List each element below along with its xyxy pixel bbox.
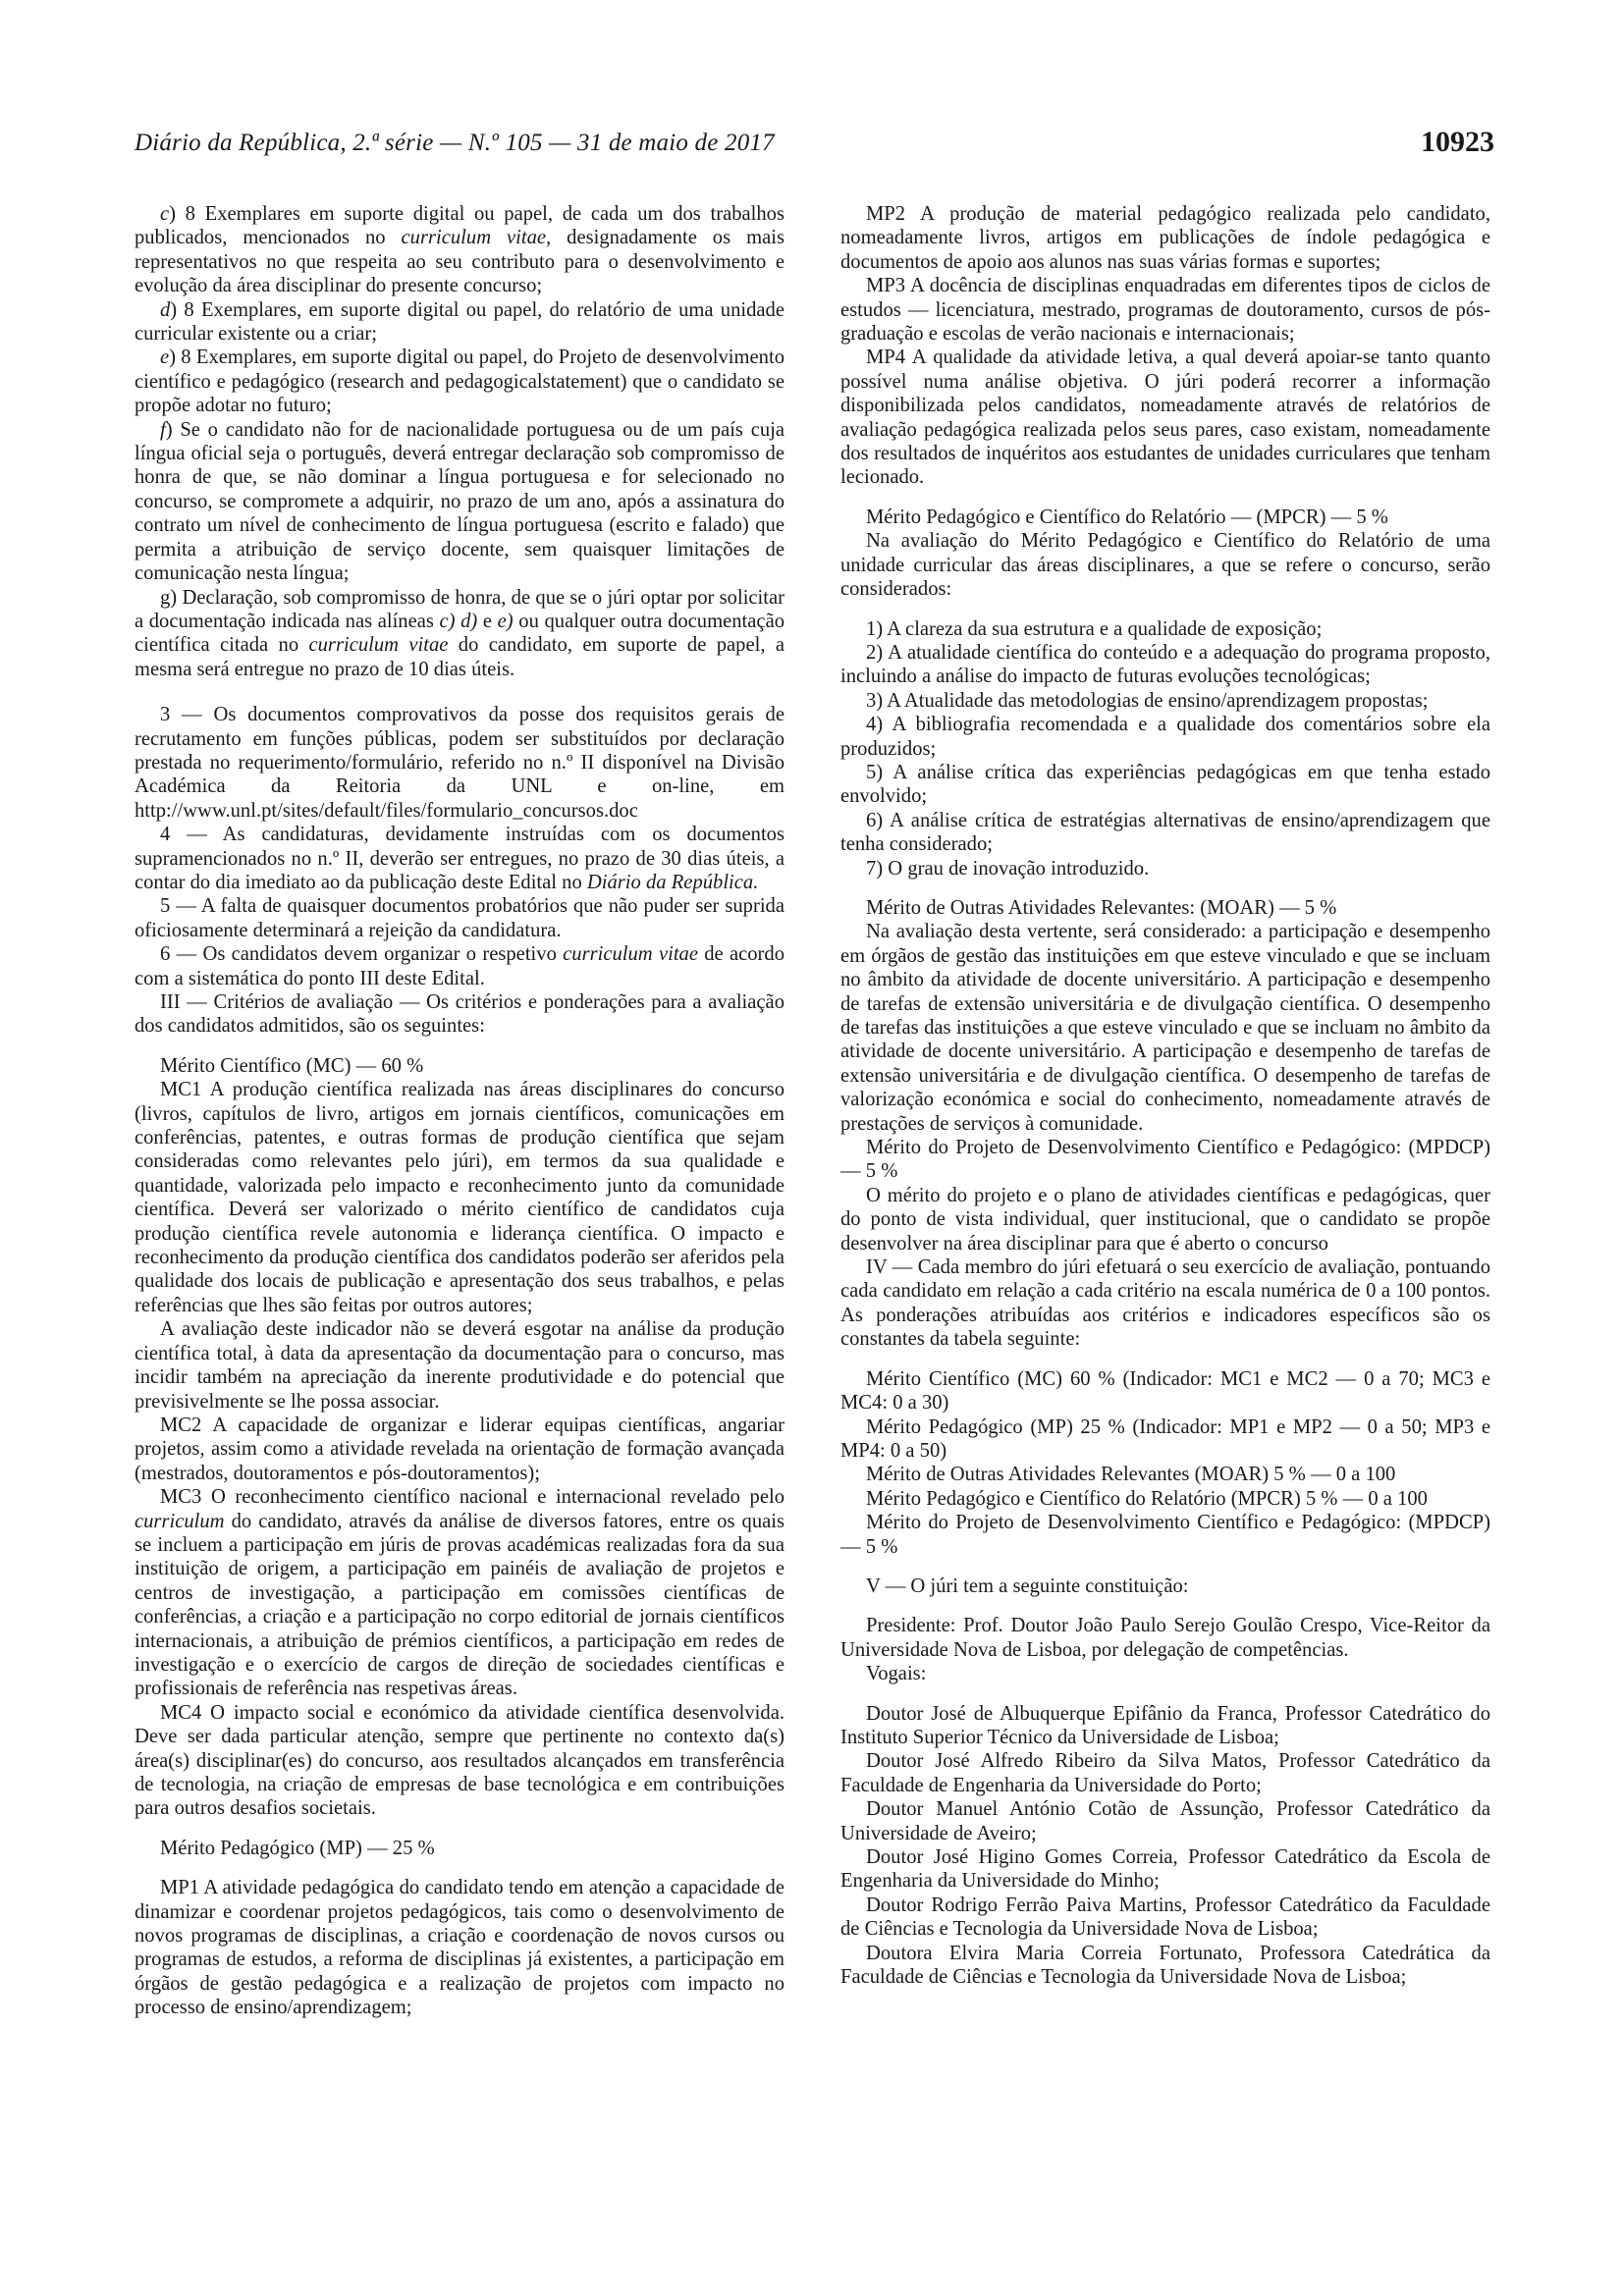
section-v: V — O júri tem a seguinte constituição: xyxy=(866,1575,1189,1597)
jury-member: Doutor José Alfredo Ribeiro da Silva Matos, Professor Catedrático da Faculdade de Engenharia da Universidade do Porto; xyxy=(840,1750,1490,1796)
mp-heading: Mérito Pedagógico (MP) — 25 % xyxy=(160,1837,435,1859)
item-e: e) 8 Exemplares, em suporte digital ou papel, do Projeto de desenvolvimento científico e pedagógico (research and pedagogicalstatement) que o candidato se propõe adotar no futuro; xyxy=(135,347,784,417)
mc1-continued: A avaliação deste indicador não se deverá esgotar na análise da produção científica total, à data da apresentação da documentação para o concurso, mas incidir também na apreciação da inerente produtividade e do potencial que previsivelmente se lhe possa associar. xyxy=(135,1318,784,1413)
mpcr-item-7: 7) O grau de inovação introduzido. xyxy=(866,857,1150,880)
item-g: g) Declaração, sob compromisso de honra, de que se o júri optar por solicitar a documentação indicada nas alíneas c) d) e e) ou qualquer outra documentação científica citada no curriculum vitae do candidato, em suporte de papel, a mesma será entregue no prazo de 10 dias úteis. xyxy=(135,586,785,680)
item-d: d) 8 Exemplares, em suporte digital ou papel, do relatório de uma unidade curricular existente ou a criar; xyxy=(135,298,784,346)
weight-moar: Mérito de Outras Atividades Relevantes (MOAR) 5 % — 0 a 100 xyxy=(866,1464,1396,1486)
paragraph-6: 6 — Os candidatos devem organizar o respetivo curriculum vitae de acordo com a sistemática do ponto III deste Edital. xyxy=(135,943,785,989)
mp1: MP1 A atividade pedagógica do candidato tendo em atenção a capacidade de dinamizar e coordenar projetos pedagógicos, tais como o desenvolvimento de novos programas de disciplinas, a criação e coordenação de novos cursos ou programas de estudos, a reforma de disciplinas já existentes, a participação em órgãos de gestão pedagógica e a realização de projetos com impacto no processo de ensino/aprendizagem; xyxy=(135,1877,784,2019)
paragraph-4: 4 — As candidaturas, devidamente instruídas com os documentos supramencionados no n.º II, deverão ser entregues, no prazo de 30 dias úteis, a contar do dia imediato ao da publicação deste Edital no Diário da República. xyxy=(135,824,784,893)
jury-president: Presidente: Prof. Doutor João Paulo Serejo Goulão Crespo, Vice-Reitor da Universidade Nova de Lisboa, por delegação de competências. xyxy=(840,1615,1490,1661)
page-number: 10923 xyxy=(1421,126,1494,158)
item-f: f) Se o candidato não for de nacionalidade portuguesa ou de um país cuja língua oficial seja o português, deverá entregar declaração sob compromisso de honra de que, se não dominar a língua portuguesa e for selecionado no concurso, se compromete a adquirir, no prazo de um ano, após a assinatura do contrato um nível de conhecimento de língua portuguesa (escrito e falado) que permita a atribuição de serviço docente, sem quaisquer limitações de comunicação nesta língua; xyxy=(135,418,784,585)
mpcr-item-5: 5) A análise crítica das experiências pedagógicas em que tenha estado envolvido; xyxy=(840,761,1490,808)
section-iii: III — Critérios de avaliação — Os critérios e ponderações para a avaliação dos candidatos admitidos, são os seguintes: xyxy=(135,991,784,1038)
weight-mpdcp: Mérito do Projeto de Desenvolvimento Científico e Pedagógico: (MPDCP) — 5 % xyxy=(840,1512,1490,1558)
weight-mc: Mérito Científico (MC) 60 % (Indicador: MC1 e MC2 — 0 a 70; MC3 e MC4: 0 a 30) xyxy=(840,1367,1490,1415)
left-column xyxy=(135,202,784,2020)
mp3: MP3 A docência de disciplinas enquadradas em diferentes tipos de ciclos de estudos — licenciatura, mestrado, programas de doutoramento, cursos de pós-graduação e escolas de verão nacionais e internacionais; xyxy=(840,275,1490,346)
jury-member: Doutor José de Albuquerque Epifânio da Franca, Professor Catedrático do Instituto Superior Técnico da Universidade de Lisboa; xyxy=(840,1702,1490,1748)
item-c: c) 8 Exemplares em suporte digital ou papel, de cada um dos trabalhos publicados, mencionados no curriculum vitae, designadamente os mais representativos no que respeita ao seu contributo para o desenvolvimento e evolução da área disciplinar do presente concurso; xyxy=(135,203,784,297)
moar-heading: Mérito de Outras Atividades Relevantes: (MOAR) — 5 % xyxy=(866,896,1337,919)
jury-member: Doutor Rodrigo Ferrão Paiva Martins, Professor Catedrático da Faculdade de Ciências e Tecnologia da Universidade Nova de Lisboa; xyxy=(840,1894,1490,1941)
paragraph-5: 5 — A falta de quaisquer documentos probatórios que não puder ser suprida oficiosamente determinará a rejeição da candidatura. xyxy=(135,895,784,941)
mc4: MC4 O impacto social e económico da atividade científica desenvolvida. Deve ser dada particular atenção, sempre que pertinente no contexto da(s) área(s) disciplinar(es) do concurso, aos resultados alcançados em transferência de tecnologia, na criação de empresas de base tecnológica e em contribuições para outros desafios societais. xyxy=(135,1701,784,1820)
mpcr-item-4: 4) A bibliografia recomendada e a qualidade dos comentários sobre ela produzidos; xyxy=(840,714,1490,760)
journal-title: Diário da República, 2.ª série — N.º 105 — 31 de maio de 2017 xyxy=(135,130,775,156)
mpdcp-text: O mérito do projeto e o plano de atividades científicas e pedagógicas, quer do ponto de vista individual, quer institucional, que o candidato se propõe desenvolver na área disciplinar para que é aberto o concurso xyxy=(840,1184,1490,1255)
mpcr-item-1: 1) A clareza da sua estrutura e a qualidade de exposição; xyxy=(866,617,1323,640)
right-column xyxy=(840,202,1490,1989)
weight-mpcr: Mérito Pedagógico e Científico do Relatório (MPCR) 5 % — 0 a 100 xyxy=(866,1487,1428,1510)
weight-mp: Mérito Pedagógico (MP) 25 % (Indicador: MP1 e MP2 — 0 a 50; MP3 e MP4: 0 a 50) xyxy=(840,1415,1490,1462)
mpcr-heading: Mérito Pedagógico e Científico do Relatório — (MPCR) — 5 % xyxy=(866,506,1388,528)
mpcr-item-3: 3) A Atualidade das metodologias de ensino/aprendizagem propostas; xyxy=(866,689,1429,712)
mc-heading: Mérito Científico (MC) — 60 % xyxy=(160,1054,424,1077)
mpdcp-heading: Mérito do Projeto de Desenvolvimento Científico e Pedagógico: (MPDCP) — 5 % xyxy=(840,1137,1490,1183)
mpcr-intro: Na avaliação do Mérito Pedagógico e Científico do Relatório de uma unidade curricular das áreas disciplinares, a que se refere o concurso, serão considerados: xyxy=(840,530,1490,601)
paragraph-3: 3 — Os documentos comprovativos da posse dos requisitos gerais de recrutamento em funções públicas, podem ser substituídos por declaração prestada no requerimento/formulário, referido no n.º II disponível na Divisão Académica da Reitoria da UNL e on-line, em http://www.unl.pt/sites/default/files/formulario_concursos.doc xyxy=(135,704,784,822)
jury-member: Doutor José Higino Gomes Correia, Professor Catedrático da Escola de Engenharia da Universidade do Minho; xyxy=(840,1846,1490,1893)
mc2: MC2 A capacidade de organizar e liderar equipas científicas, angariar projetos, assim como a atividade revelada na orientação de formação avançada (mestrados, doutoramentos e pós-doutoramentos); xyxy=(135,1414,784,1484)
section-iv: IV — Cada membro do júri efetuará o seu exercício de avaliação, pontuando cada candidato em relação a cada critério na escala numérica de 0 a 100 pontos. As ponderações atribuídas aos critérios e indicadores específicos são os constantes da tabela seguinte: xyxy=(840,1256,1490,1351)
mp4: MP4 A qualidade da atividade letiva, a qual deverá apoiar-se tanto quanto possível numa análise objetiva. O júri poderá recorrer a informação disponibilizada pelos candidatos, nomeadamente através de relatórios de avaliação pedagógica realizada pelos seus pares, caso existam, nomeadamente dos resultados de inquéritos aos estudantes de unidades curriculares que tenham lecionado. xyxy=(840,347,1490,489)
mc3: MC3 O reconhecimento científico nacional e internacional revelado pelo curriculum do candidato, através da análise de diversos fatores, entre os quais se incluem a participação em júris de provas académicas realizadas fora da sua instituição de origem, a participação em painéis de avaliação de projetos e centros de investigação, a participação em comissões científicas de conferências, a criação e a participação no corpo editorial de jornais científicos internacionais, a atribuição de prémios científicos, a participação em redes de investigação e o exercício de cargos de direção de sociedades científicas e profissionais de referência nas respetivas áreas. xyxy=(135,1486,784,1700)
mp2: MP2 A produção de material pedagógico realizada pelo candidato, nomeadamente livros, artigos em publicações de índole pedagógica e documentos de apoio aos alunos nas suas várias formas e suportes; xyxy=(840,203,1490,273)
mc1: MC1 A produção científica realizada nas áreas disciplinares do concurso (livros, capítulos de livro, artigos em jornais científicos, comunicações em conferências, patentes, e outras formas de produção científica que sejam consideradas como relevantes pelo júri), em termos da sua qualidade e quantidade, valorizada pelo impacto e reconhecimento junto da comunidade científica. Deverá ser valorizado o mérito científico de candidatos cuja produção científica revele autonomia e liderança científica. O impacto e reconhecimento da produção científica dos candidatos poderão ser aferidos pela qualidade dos locais de publicação e apresentação dos seus trabalhos, e pelas referências que lhes são feitas por outros autores; xyxy=(135,1079,784,1316)
page-header xyxy=(135,126,1494,169)
mpcr-item-6: 6) A análise crítica de estratégias alternativas de ensino/aprendizagem que tenha considerado; xyxy=(840,809,1490,856)
mpcr-item-2: 2) A atualidade científica do conteúdo e a adequação do programa proposto, incluindo a análise do impacto de futuras evoluções tecnológicas; xyxy=(840,641,1490,688)
jury-vogais-label: Vogais: xyxy=(866,1663,927,1685)
jury-member: Doutora Elvira Maria Correia Fortunato, Professora Catedrática da Faculdade de Ciências e Tecnologia da Universidade Nova de Lisboa; xyxy=(840,1942,1490,1989)
jury-member: Doutor Manuel António Cotão de Assunção, Professor Catedrático da Universidade de Aveiro; xyxy=(840,1798,1490,1844)
moar-text: Na avaliação desta vertente, será considerado: a participação e desempenho em órgãos de gestão das instituições em que esteve vinculado e que se incluam no âmbito da atividade de docente universitário. A participação e desempenho de tarefas de extensão universitária e de divulgação científica. O desempenho de tarefas das instituições a que esteve vinculado e que se incluam no âmbito da atividade de docente universitário. A participação e desempenho de tarefas de extensão universitária e de divulgação científica. O desempenho de tarefas de valorização económica e social do conhecimento, nomeadamente através de prestações de serviços à comunidade. xyxy=(840,921,1490,1135)
